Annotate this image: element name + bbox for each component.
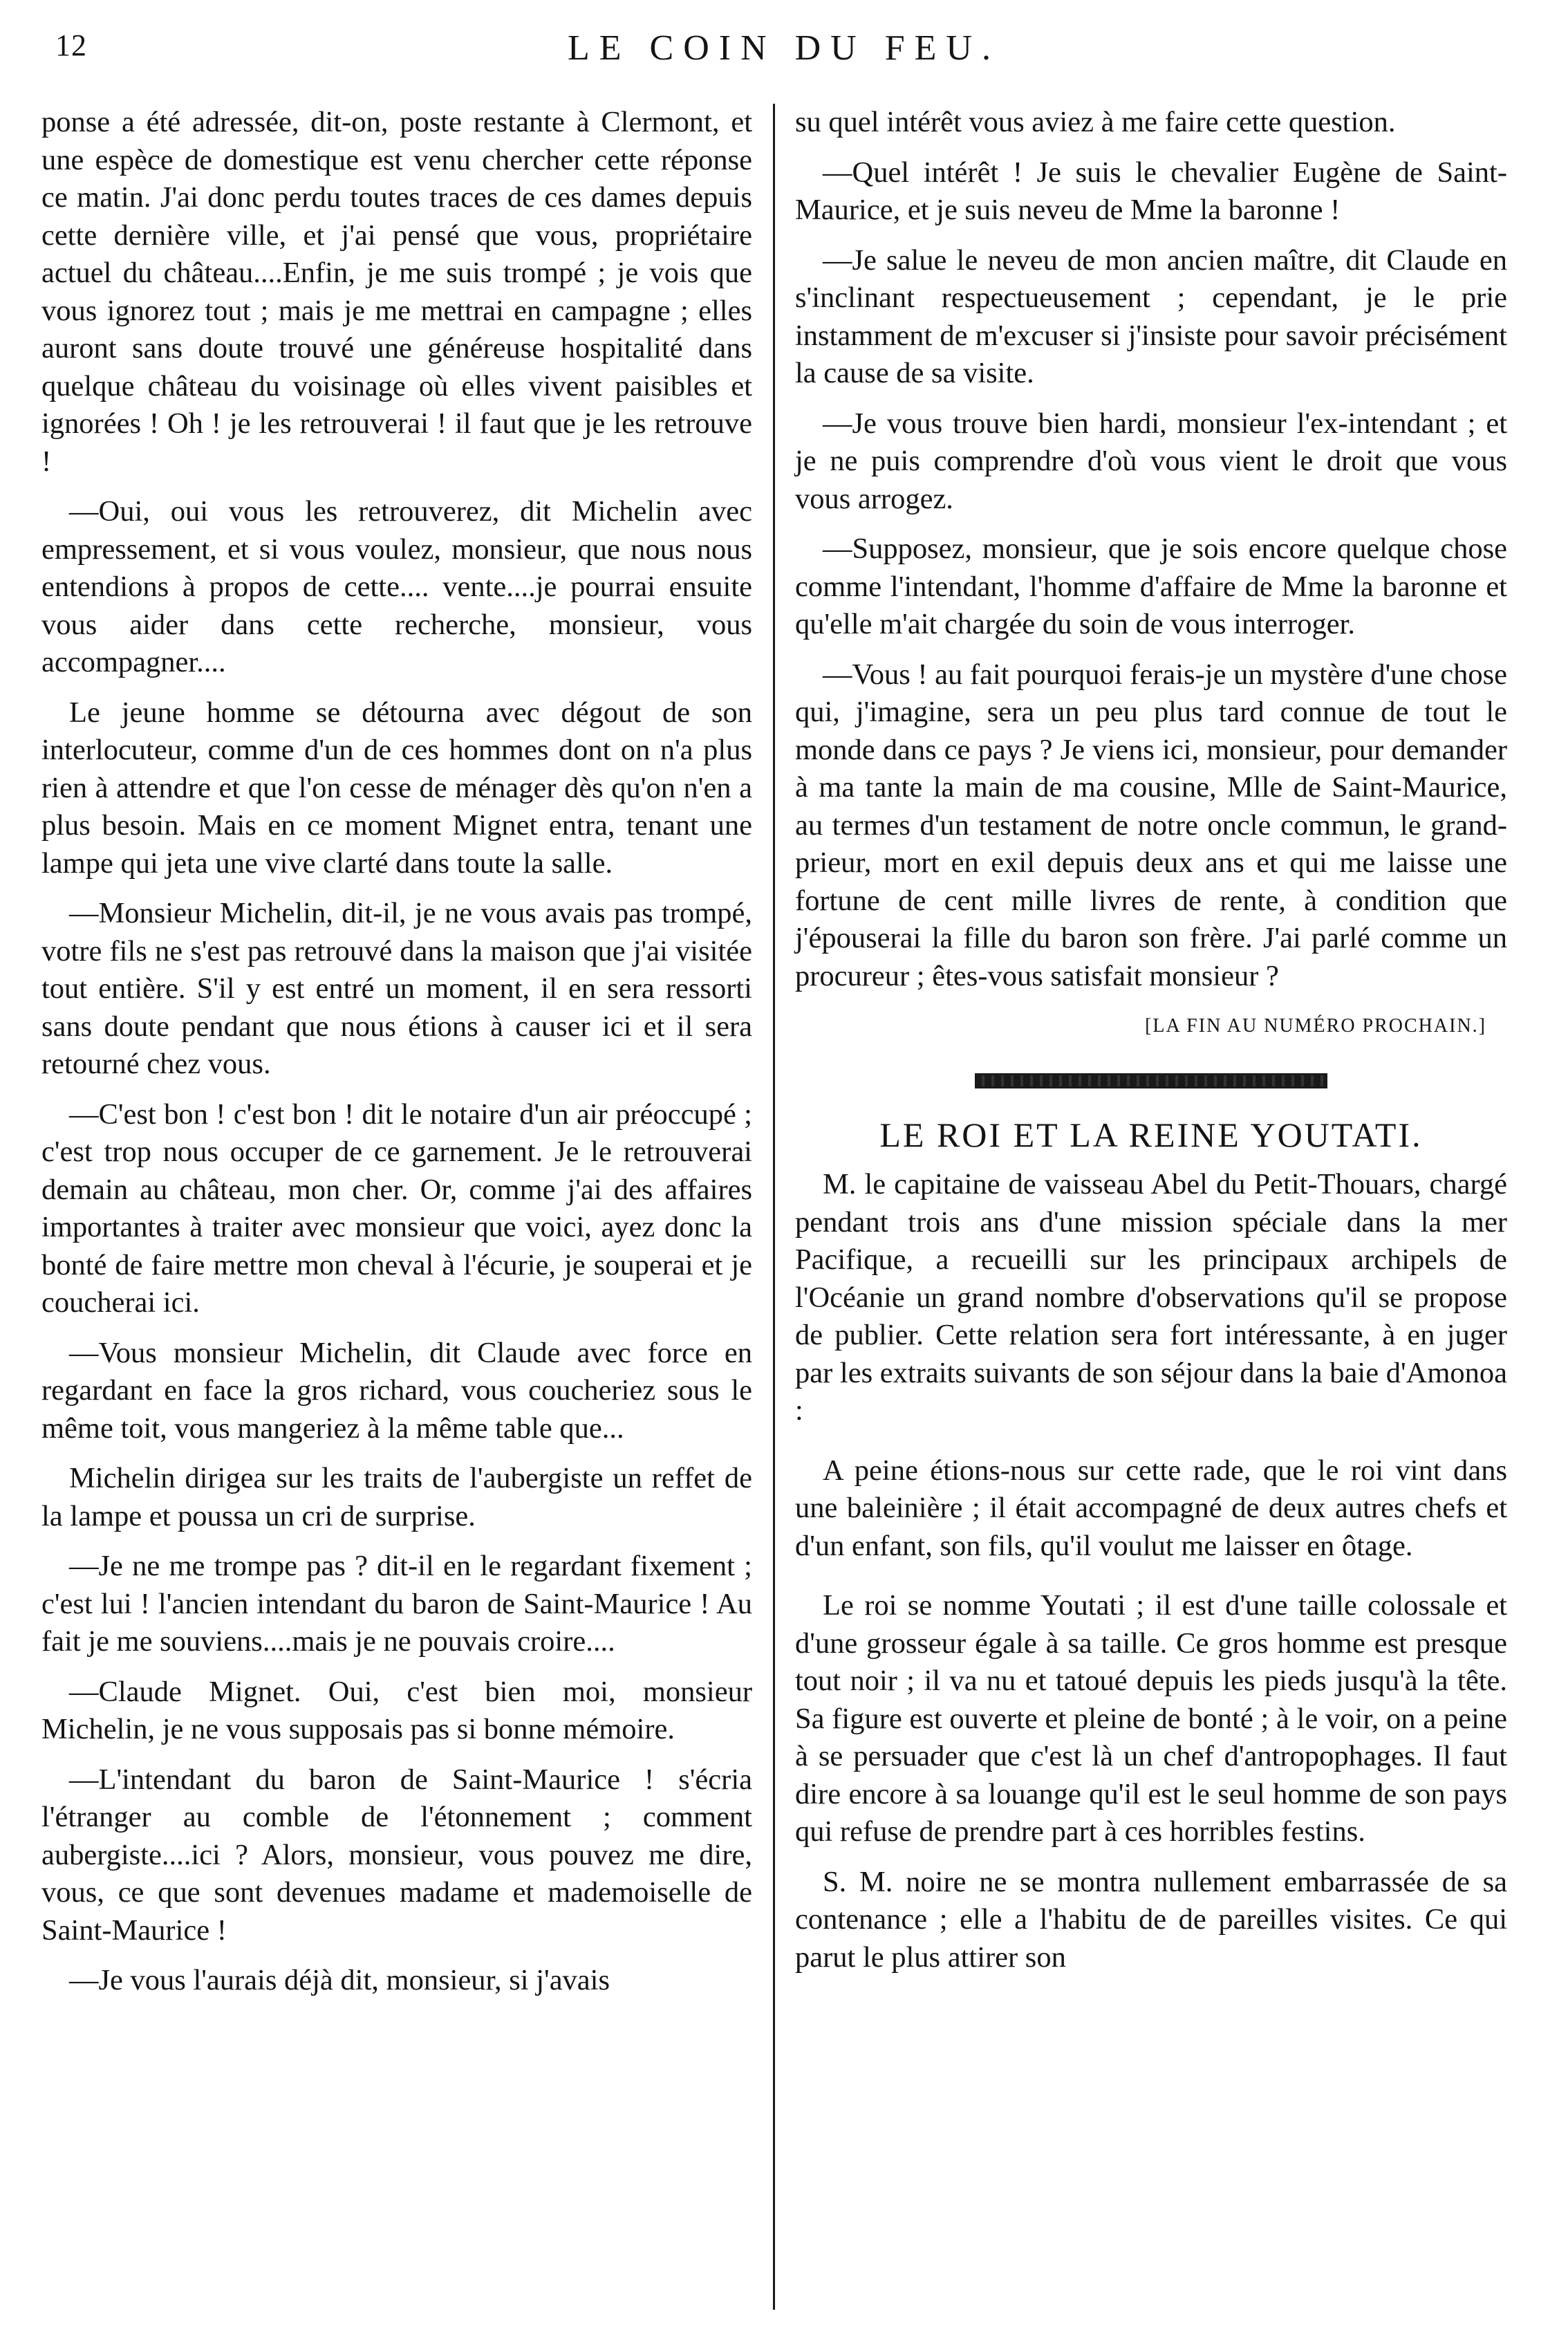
right-paragraph-3: —Je salue le neveu de mon ancien maître, dit Claude en s'inclinant respectueusement ; cependant, je le prie instamment de m'excuser si j'insiste pour savoir précisément la cause de sa visite. [795,243,1507,389]
right-paragraph-4: —Je vous trouve bien hardi, monsieur l'ex-intendant ; et je ne puis comprendre d'où vous vient le droit que vous vous arrogez. [795,407,1507,515]
right-column [795,104,1507,1989]
left-paragraph-11: —Je vous l'aurais déjà dit, monsieur, si j'avais [69,1964,610,1996]
left-paragraph-5: —C'est bon ! c'est bon ! dit le notaire d'un air préoccupé ; c'est trop nous occuper de ce garnement. Je le retrouverai demain au château, mon cher. Or, comme j'ai des affaires importantes à traiter avec monsieur que voici, ayez donc la bonté de faire mettre mon cheval à l'écurie, je souperai et je coucherai ici. [41,1097,752,1319]
left-paragraph-9: —Claude Mignet. Oui, c'est bien moi, monsieur Michelin, je ne vous supposais pas si bonne mémoire. [41,1675,752,1745]
right-paragraph-6: —Vous ! au fait pourquoi ferais-je un mystère d'une chose qui, j'imagine, sera un peu plus tard connue de tout le monde dans ce pays ? Je viens ici, monsieur, pour demander à ma tante la main de ma cousine, Mlle de Saint-Maurice, au termes d'un testament de notre oncle commun, le grand-prieur, mort en exil depuis deux ans et qui me laisse une fortune de cent mille livres de rente, à condition que j'épouserai la fille du baron son frère. J'ai parlé comme un procureur ; êtes-vous satisfait monsieur ? [795,658,1508,992]
left-paragraph-8: —Je ne me trompe pas ? dit-il en le regardant fixement ; c'est lui ! l'ancien intendant du baron de Saint-Maurice ! Au fait je me souviens....mais je ne pouvais croire.... [41,1550,752,1658]
left-paragraph-3: Le jeune homme se détourna avec dégout de son interlocuteur, comme d'un de ces hommes dont on n'a plus rien à attendre et que l'on cesse de ménager dès qu'on n'en a plus besoin. Mais en ce moment Mignet entra, tenant une lampe qui jeta une vive clarté dans toute la salle. [41,696,752,880]
running-title: LE COIN DU FEU. [568,28,1000,68]
section-separator-ornament [975,1073,1327,1088]
left-paragraph-2: —Oui, oui vous les retrouverez, dit Michelin avec empressement, et si vous voulez, monsieur, que nous nous entendions à propos de cette.... vente....je pourrai ensuite vous aider dans cette recherche, monsieur, vous accompagner.... [41,495,752,678]
article-paragraph-1: M. le capitaine de vaisseau Abel du Petit-Thouars, chargé pendant trois ans d'une mission spéciale dans la mer Pacifique, a recueilli sur les principaux archipels de l'Océanie un grand nombre d'observations qu'il se propose de publier. Cette relation sera fort intéressante, à en juger par les extraits suivants de son séjour dans la baie d'Amonoa : [795,1168,1507,1427]
article-paragraph-4: S. M. noire ne se montra nullement embarrassée de sa contenance ; elle a l'habitu de de pareilles visites. Ce qui parut le plus attirer son [795,1865,1507,1974]
right-paragraph-2: —Quel intérêt ! Je suis le chevalier Eugène de Saint-Maurice, et je suis neveu de Mme la baronne ! [795,156,1507,226]
left-paragraph-1: ponse a été adressée, dit-on, poste restante à Clermont, et une espèce de domestique est venu chercher cette réponse ce matin. J'ai donc perdu toutes traces de ces dames depuis cette dernière ville, et j'ai pensé que vous, propriétaire actuel du château....Enfin, je me suis trompé ; je vois que vous ignorez tout ; mais je me mettrai en campagne ; elles auront sans doute trouvé une généreuse hospitalité dans quelque château du voisinage où elles vivent paisibles et ignorées ! Oh ! je les retrouverai ! il faut que je les retrouve ! [41,106,752,478]
column-divider [773,104,775,2310]
left-column [41,104,752,2012]
article-paragraph-3: Le roi se nomme Youtati ; il est d'une taille colossale et d'une grosseur égale à sa taille. Ce gros homme est presque tout noir ; il va nu et tatoué depuis les pieds jusqu'à la tête. Sa figure est ouverte et pleine de bonté ; à le voir, on a peine à se persuader que c'est là un chef d'antropophages. Il faut dire encore à sa louange qu'il est le seul homme de son pays qui refuse de prendre part à ces horribles festins. [795,1589,1507,1848]
article-paragraph-2: A peine étions-nous sur cette rade, que le roi vint dans une baleinière ; il était accompagné de deux autres chefs et d'un enfant, son fils, qu'il voulut me laisser en ôtage. [795,1454,1507,1562]
right-paragraph-5: —Supposez, monsieur, que je sois encore quelque chose comme l'intendant, l'homme d'affaire de Mme la baronne et qu'elle m'ait chargée du soin de vous interroger. [795,532,1507,640]
page-number: 12 [55,28,87,62]
left-paragraph-10: —L'intendant du baron de Saint-Maurice ! s'écria l'étranger au comble de l'étonnement ; comment aubergiste....ici ? Alors, monsieur, vous pouvez me dire, vous, ce que sont devenues madame et mademoiselle de Saint-Maurice ! [41,1763,752,1947]
continuation-note: [LA FIN AU NUMÉRO PROCHAIN.] [1145,1015,1486,1037]
right-paragraph-1: su quel intérêt vous aviez à me faire cette question. [795,106,1396,138]
left-paragraph-7: Michelin dirigea sur les traits de l'aubergiste un reffet de la lampe et poussa un cri de surprise. [41,1462,752,1532]
left-paragraph-4: —Monsieur Michelin, dit-il, je ne vous avais pas trompé, votre fils ne s'est pas retrouvé dans la maison que j'ai visitée tout entière. S'il y est entré un moment, il en sera ressorti sans doute pendant que nous étions à causer ici et il sera retourné chez vous. [41,897,752,1080]
article-title: LE ROI ET LA REINE YOUTATI. [879,1115,1423,1154]
left-paragraph-6: —Vous monsieur Michelin, dit Claude avec force en regardant en face la gros richard, vous coucheriez sous le même toit, vous mangeriez à la même table que... [41,1336,752,1445]
